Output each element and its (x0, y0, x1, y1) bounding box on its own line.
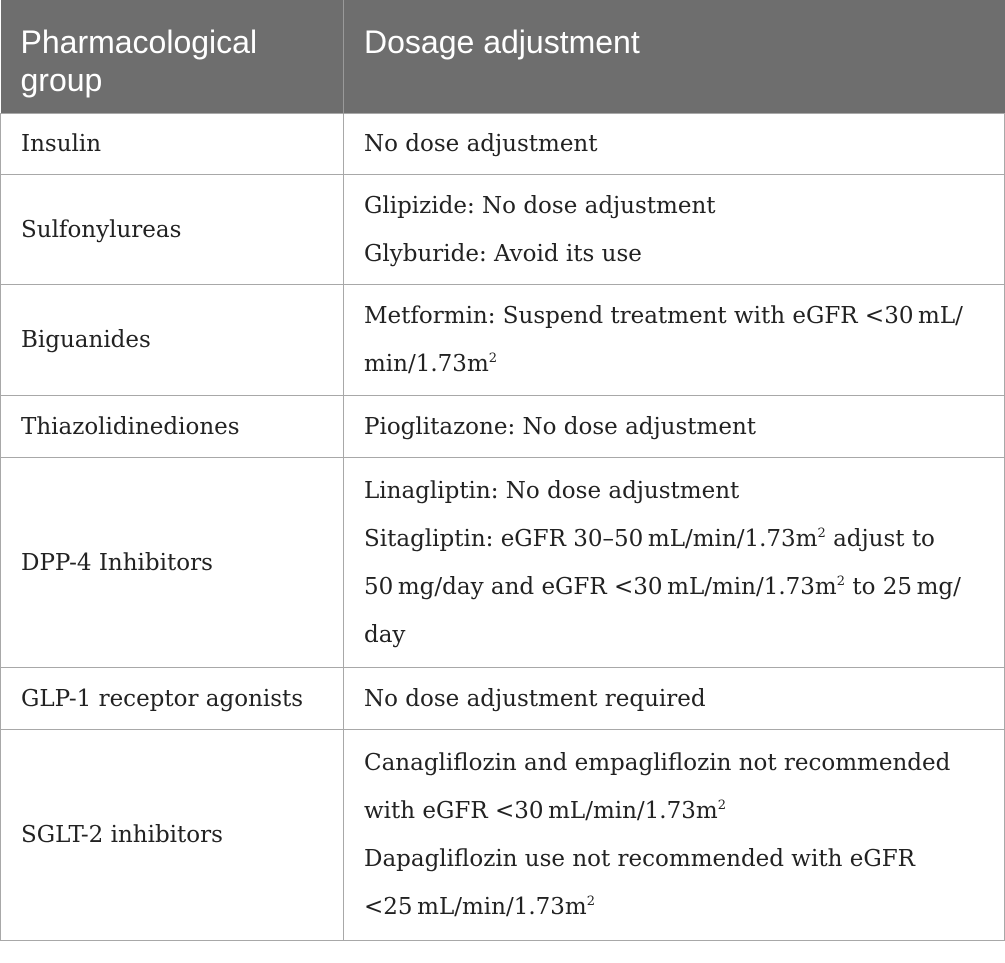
dosage-line: day (364, 621, 406, 648)
dosage-line: Linagliptin: No dose adjustment (364, 477, 740, 504)
group-cell: Thiazolidinediones (1, 396, 344, 458)
group-cell: DPP-4 Inhibitors (1, 458, 344, 668)
dosage-line: Metformin: Suspend treatment with eGFR <30 mL/ (364, 303, 963, 329)
table-header-row (1, 0, 1005, 114)
group-cell: Biguanides (1, 285, 344, 396)
group-cell: Sulfonylureas (1, 175, 344, 285)
dosage-text: adjust to (825, 525, 935, 552)
dosage-line: Canagliflozin and empagliflozin not recommended (364, 750, 951, 776)
dosage-line: Dapagliflozin use not recommended with eGFR (364, 846, 915, 872)
dosage-line (364, 563, 984, 611)
dosage-cell (344, 175, 1005, 285)
dosage-cell (344, 114, 1005, 175)
table-row (1, 285, 1005, 396)
dosage-line: No dose adjustment (364, 131, 598, 157)
dosage-line (364, 787, 984, 835)
dosage-line (364, 340, 984, 388)
dosage-text: 50 mg/day and eGFR <30 mL/min/1.73m (364, 573, 837, 600)
dosage-line (364, 515, 984, 563)
superscript: 2 (586, 894, 595, 909)
dosage-text: <25 mL/min/1.73m (364, 894, 587, 920)
table-row (1, 458, 1005, 668)
dosage-cell (344, 668, 1005, 730)
dosage-cell (344, 458, 1005, 668)
table-row (1, 114, 1005, 175)
dosage-line: Glyburide: Avoid its use (364, 240, 642, 267)
dosage-line: Glipizide: No dose adjustment (364, 192, 716, 219)
table-row (1, 668, 1005, 730)
superscript: 2 (817, 525, 826, 541)
dosage-line (364, 883, 984, 931)
table-row (1, 175, 1005, 285)
dosage-text: to 25 mg/ (845, 573, 961, 600)
group-cell: Insulin (1, 114, 344, 175)
dosage-text: with eGFR <30 mL/min/1.73m (364, 798, 718, 824)
dosage-cell (344, 730, 1005, 941)
dosage-line: No dose adjustment required (364, 685, 706, 712)
group-cell: GLP-1 receptor agonists (1, 668, 344, 730)
dosage-line: Pioglitazone: No dose adjustment (364, 413, 756, 440)
table-row (1, 396, 1005, 458)
group-cell: SGLT-2 inhibitors (1, 730, 344, 941)
dosage-text: Sitagliptin: eGFR 30–50 mL/min/1.73m (364, 525, 818, 552)
table-row (1, 730, 1005, 941)
dosage-cell (344, 285, 1005, 396)
superscript: 2 (717, 798, 726, 813)
superscript: 2 (488, 351, 498, 366)
header-dosage-adjustment: Dosage adjustment (344, 0, 1005, 114)
dosage-cell (344, 396, 1005, 458)
superscript: 2 (836, 573, 846, 589)
header-pharmacological-group: Pharmacological group (1, 0, 344, 114)
dosage-text: min/1.73m (364, 351, 489, 377)
